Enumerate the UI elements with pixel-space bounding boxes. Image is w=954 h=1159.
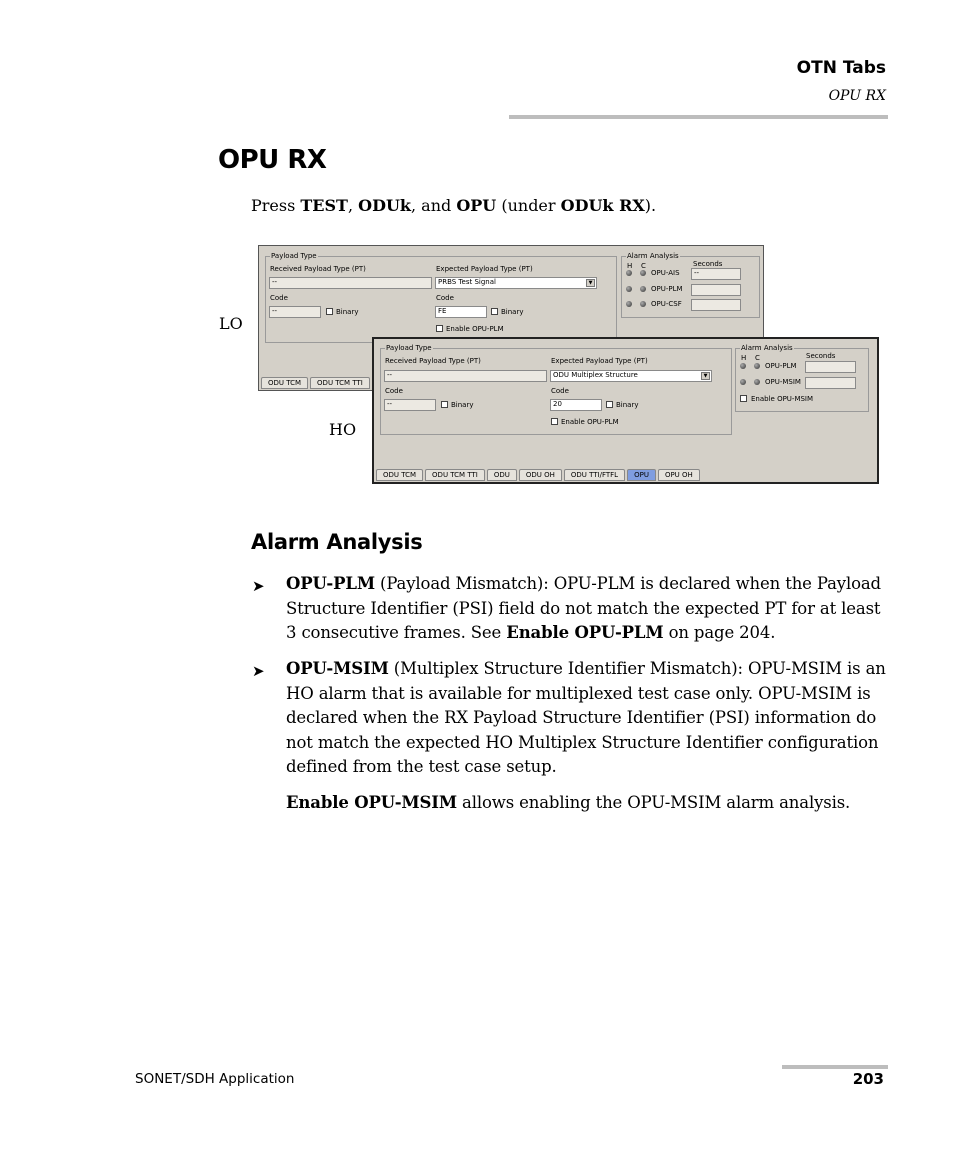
received-code-field[interactable]: --	[269, 306, 321, 318]
alarm-led-c	[754, 379, 760, 385]
chevron-down-icon: ▼	[701, 372, 710, 380]
page-number: 203	[852, 1070, 884, 1088]
seconds-field	[805, 361, 856, 373]
alarm-led-h	[626, 270, 632, 276]
received-code-field[interactable]: --	[384, 399, 436, 411]
tab-odu-tcm-tti[interactable]: ODU TCM TTI	[425, 469, 485, 481]
lo-opu-rx-screenshot: Payload Type Received Payload Type (PT) -- Expected Payload Type (PT) PRBS Test Signal ▼ Code -- Binary Code FE Binary Enable OPU-PLM Alarm Analysis H C Seconds OPU-AIS -- OPU-PLM OPU-CSF ODU TCM ODU TCM TTI	[258, 245, 764, 391]
chevron-down-icon: ▼	[586, 279, 595, 287]
tab-odu[interactable]: ODU	[487, 469, 517, 481]
enable-opu-msim-checkbox[interactable]	[740, 395, 747, 402]
ho-opu-rx-screenshot: Payload Type Received Payload Type (PT) -- Expected Payload Type (PT) ODU Multiplex Structure ▼ Code -- Binary Code 20 Binary Enable OPU-PLM Alarm Analysis H C Seconds OPU-PLM OPU-MSIM Enable OPU-MSIM ODU TCM ODU TCM TTI ODU ODU OH ODU TTI/FTFL OPU OPU OH	[372, 337, 879, 484]
tab-odu-tti-ftfl[interactable]: ODU TTI/FTFL	[564, 469, 625, 481]
footer-doc-title: SONET/SDH Application	[135, 1071, 295, 1087]
alarm-led-h	[740, 379, 746, 385]
received-pt-field[interactable]: --	[384, 370, 547, 382]
payload-type-group: Payload Type	[265, 256, 617, 343]
expected-pt-select[interactable]: ODU Multiplex Structure ▼	[550, 370, 712, 382]
enable-opu-plm-checkbox[interactable]	[436, 325, 443, 332]
tab-opu[interactable]: OPU	[627, 469, 656, 481]
tab-odu-tcm[interactable]: ODU TCM	[261, 377, 308, 389]
tab-odu-oh[interactable]: ODU OH	[519, 469, 562, 481]
ho-label: HO	[329, 420, 357, 439]
alarm-led-h	[626, 301, 632, 307]
alarm-analysis-group: Alarm Analysis	[735, 348, 869, 412]
alarm-led-c	[754, 363, 760, 369]
seconds-field	[691, 299, 741, 311]
alarm-led-h	[626, 286, 632, 292]
ho-tab-bar	[376, 469, 700, 481]
seconds-field: --	[691, 268, 741, 280]
lo-label: LO	[219, 314, 243, 333]
expected-pt-select[interactable]: PRBS Test Signal ▼	[435, 277, 597, 289]
note-enable-opu-msim: Enable OPU-MSIM allows enabling the OPU-MSIM alarm analysis.	[286, 793, 851, 812]
alarm-led-c	[640, 286, 646, 292]
page-title: OPU RX	[218, 145, 327, 175]
footer-rule	[782, 1065, 888, 1069]
alarm-led-c	[640, 301, 646, 307]
seconds-field	[805, 377, 856, 389]
expected-code-field[interactable]: 20	[550, 399, 602, 411]
alarm-led-c	[640, 270, 646, 276]
enable-opu-plm-checkbox[interactable]	[551, 418, 558, 425]
section-title: Alarm Analysis	[251, 530, 423, 554]
binary-expected-checkbox[interactable]	[606, 401, 613, 408]
expected-code-field[interactable]: FE	[435, 306, 487, 318]
binary-expected-checkbox[interactable]	[491, 308, 498, 315]
alarm-analysis-group: Alarm Analysis	[621, 256, 760, 318]
received-pt-field[interactable]: --	[269, 277, 432, 289]
seconds-field	[691, 284, 741, 296]
bullet-opu-msim: OPU-MSIM (Multiplex Structure Identifier Mismatch): OPU-MSIM is an HO alarm that is available for multiplexed test case only. OPU-MSIM is declared when the RX Payload Structure Identifier (PSI) information do not match the expected HO Multiplex Structure Identifier configuration defined from the test case setup.	[286, 659, 886, 777]
header-rule	[509, 115, 888, 119]
bullet-arrow-icon: ➤	[252, 577, 265, 595]
running-header-subtitle: OPU RX	[828, 88, 886, 104]
running-header-title: OTN Tabs	[796, 58, 886, 78]
payload-type-group: Payload Type	[380, 348, 732, 435]
alarm-led-h	[740, 363, 746, 369]
tab-odu-tcm-tti[interactable]: ODU TCM TTI	[310, 377, 370, 389]
lo-tab-bar	[261, 377, 370, 389]
tab-opu-oh[interactable]: OPU OH	[658, 469, 700, 481]
binary-checkbox[interactable]	[441, 401, 448, 408]
bullet-opu-plm: OPU-PLM (Payload Mismatch): OPU-PLM is declared when the Payload Structure Identifier (PSI) field do not match the expected PT for at least 3 consecutive frames. See Enable OPU-PLM on page 204.	[286, 574, 881, 643]
tab-odu-tcm[interactable]: ODU TCM	[376, 469, 423, 481]
binary-checkbox[interactable]	[326, 308, 333, 315]
bullet-arrow-icon: ➤	[252, 662, 265, 680]
intro-paragraph: Press TEST, ODUk, and OPU (under ODUk RX).	[251, 196, 657, 215]
